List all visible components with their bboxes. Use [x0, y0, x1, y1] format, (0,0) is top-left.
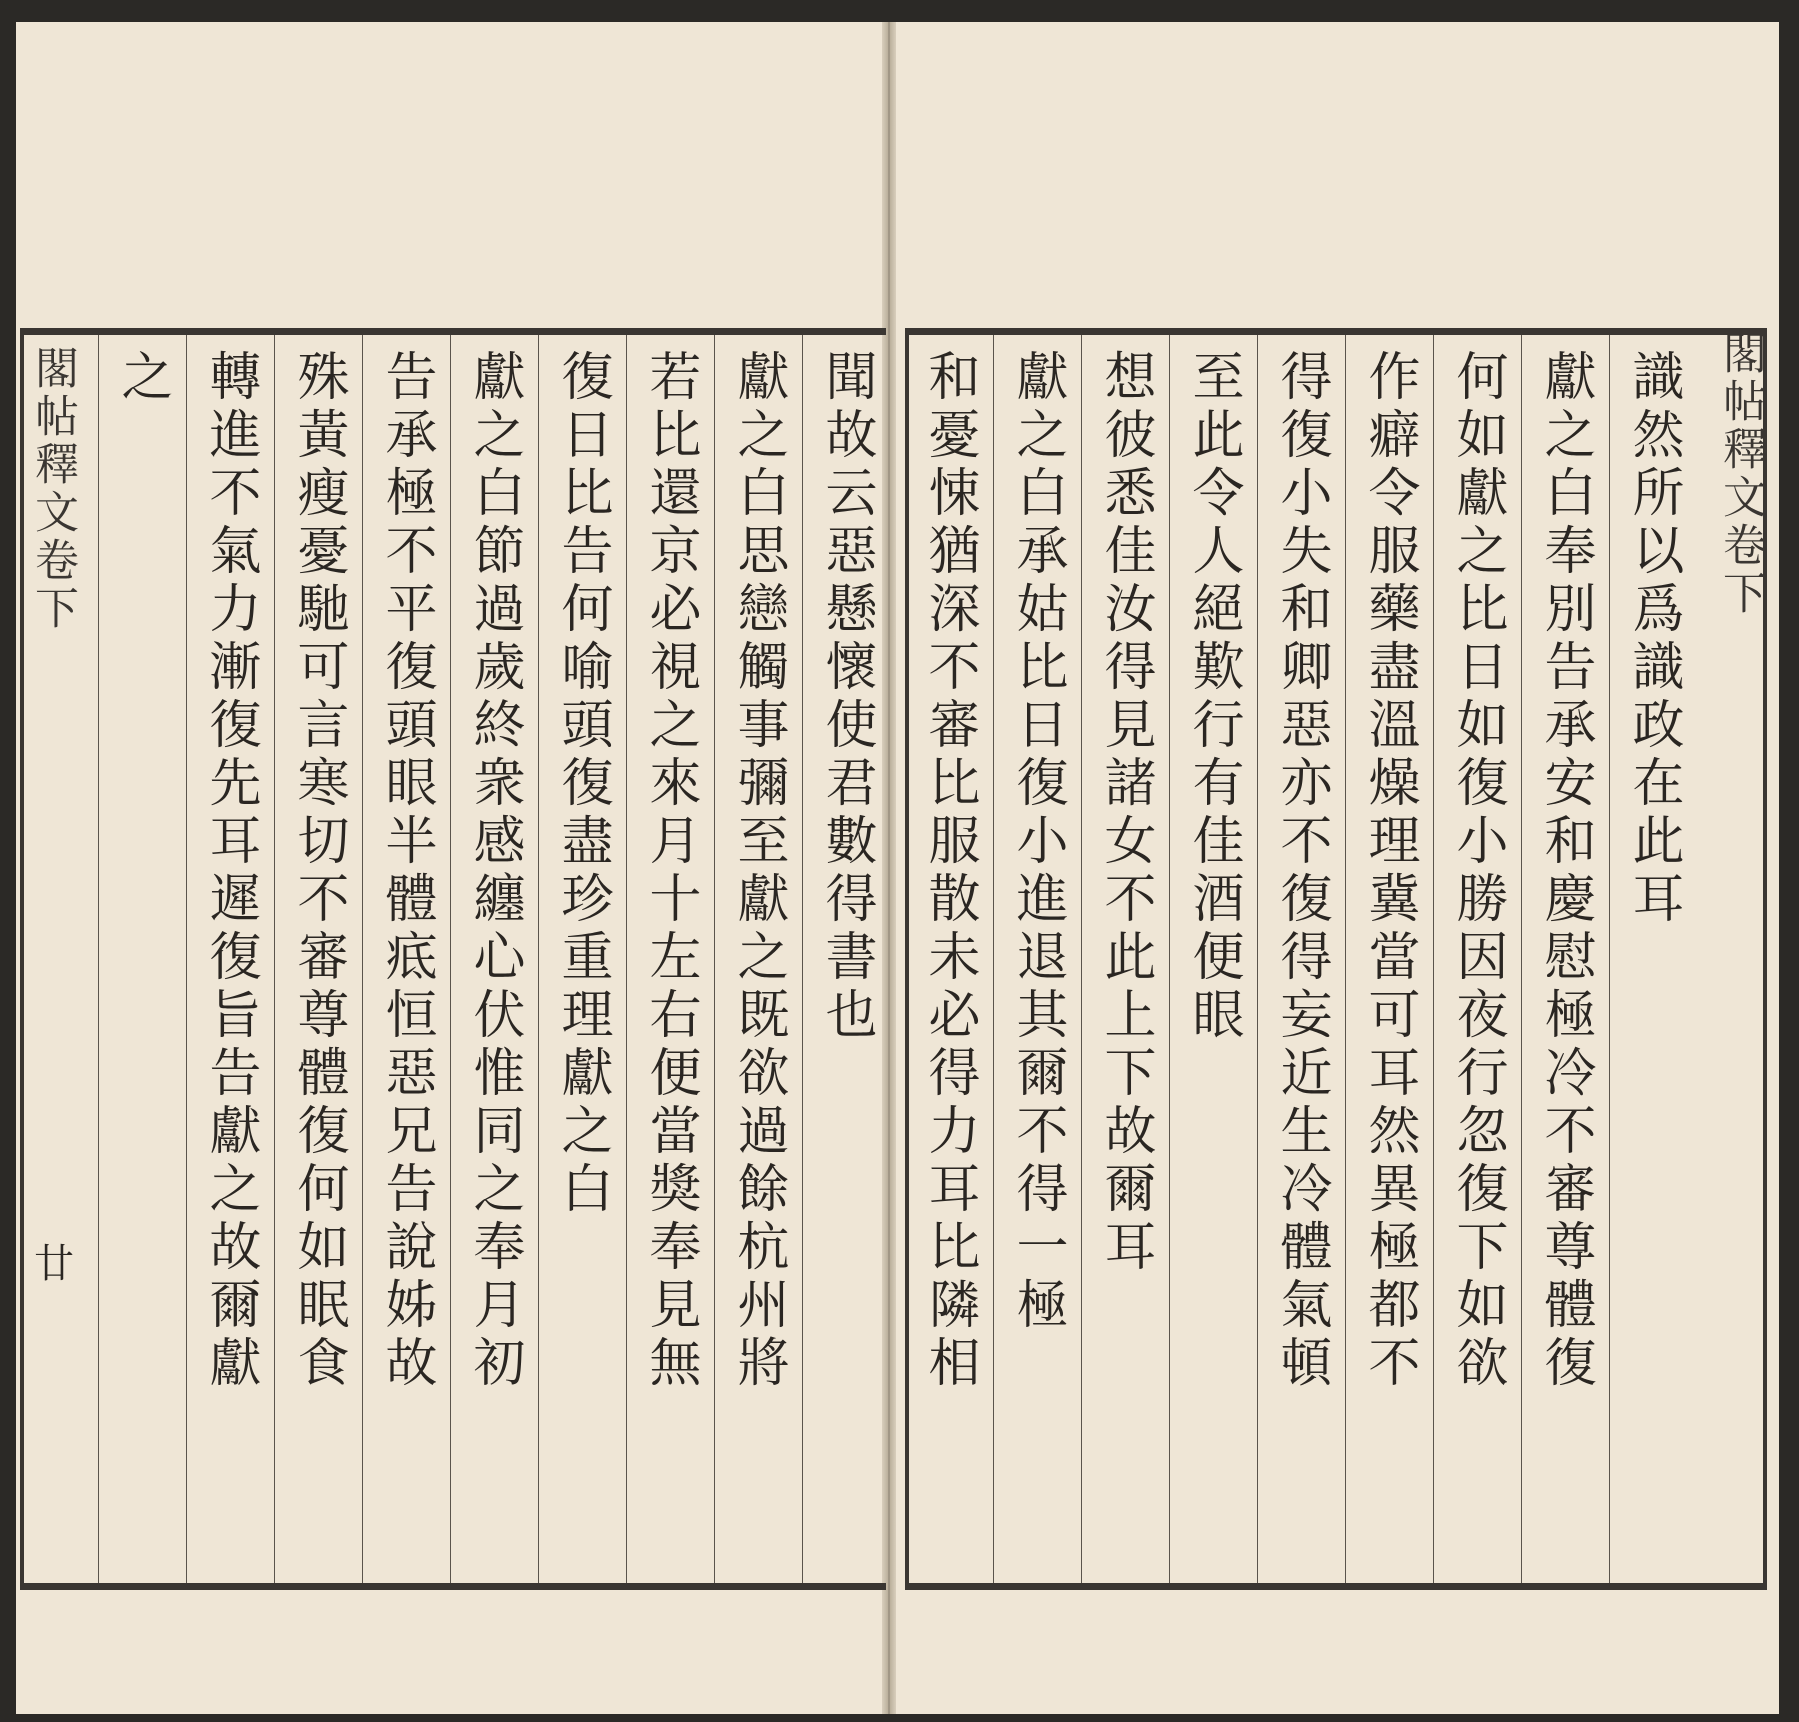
- text-column: 想彼悉佳汝得見諸女不此上下故爾耳: [1081, 335, 1169, 1583]
- left-margin-title: 閣帖釋文卷下: [27, 345, 78, 633]
- text-column: 復日比告何喻頭復盡珍重理獻之白: [538, 335, 626, 1583]
- text-column: 得復小失和卿惡亦不復得妄近生冷體氣頓: [1257, 335, 1345, 1583]
- text-column: 獻之白奉別告承安和慶慰極冷不審尊體復: [1521, 335, 1609, 1583]
- text-column: 轉進不氣力漸復先耳遲復旨告獻之故爾獻: [186, 335, 274, 1583]
- text-column: 聞故云惡懸懷使君數得書也: [802, 335, 890, 1583]
- text-column: 作癖令服藥盡溫燥理冀當可耳然異極都不: [1345, 335, 1433, 1583]
- text-column: 之: [98, 335, 186, 1583]
- text-column: 獻之白思戀觸事彌至獻之既欲過餘杭州將: [714, 335, 802, 1583]
- text-column: 告承極不平復頭眼半體疷恒惡兄告說姊故: [362, 335, 450, 1583]
- right-text-block: [905, 328, 1767, 1590]
- text-column: 獻之白節過歲終衆感纏心伏惟同之奉月初: [450, 335, 538, 1583]
- left-text-block: [20, 328, 886, 1590]
- text-column: 至此令人絕歎行有佳酒便眼: [1169, 335, 1257, 1583]
- text-column: 識然所以爲識政在此耳: [1609, 335, 1697, 1583]
- text-column: 若比還京必視之來月十左右便當獎奉見無: [626, 335, 714, 1583]
- right-margin-title: 閣帖釋文卷下: [1715, 330, 1766, 618]
- page-number: 廿: [34, 1241, 74, 1287]
- text-column: 何如獻之比日如復小勝因夜行忽復下如欲: [1433, 335, 1521, 1583]
- text-column: 殊黃瘦憂馳可言寒切不審尊體復何如眠食: [274, 335, 362, 1583]
- text-column: 獻之白承姑比日復小進退其爾不得一極: [993, 335, 1081, 1583]
- text-column: 和憂悚猶深不審比服散未必得力耳比隣相: [919, 349, 979, 1393]
